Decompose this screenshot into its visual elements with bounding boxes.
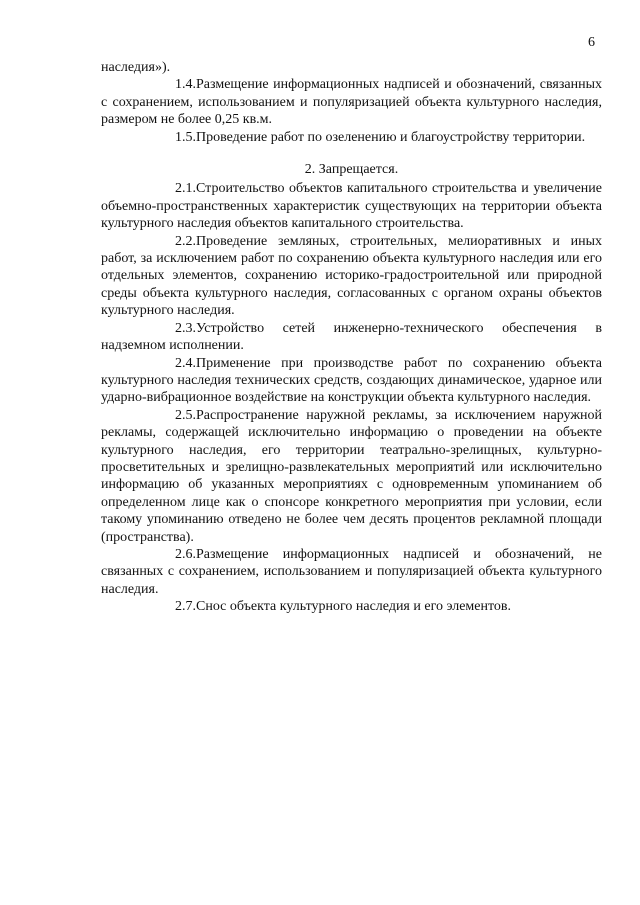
clause-number: 2.1. xyxy=(175,181,196,197)
section-heading: 2. Запрещается. xyxy=(304,162,399,178)
clause-text: Снос объекта культурного наследия и его элементов. xyxy=(196,599,512,615)
continuation-text: наследия»). xyxy=(101,60,171,75)
clause-text: Применение при производстве работ по сохранению объекта культурного наследия технических средств, создающих динамическое, ударное или ударно-вибрационное воздействие на конструкции объекта культурного наследия. xyxy=(101,355,602,406)
clause-number: 2.6. xyxy=(175,546,196,562)
clause-1-4 xyxy=(101,76,602,128)
clause-number: 2.2. xyxy=(175,233,196,249)
clause-2-4 xyxy=(101,355,602,407)
clause-text: Размещение информационных надписей и обозначений, связанных с сохранением, использованием и популяризацией объекта культурного наследия, размером не более 0,25 кв.м. xyxy=(101,77,602,128)
clause-2-1 xyxy=(101,180,602,232)
clause-text: Размещение информационных надписей и обозначений, не связанных с сохранением, использованием и популяризацией объекта культурного наследия. xyxy=(101,546,602,597)
clause-2-7 xyxy=(101,598,602,615)
clause-2-2 xyxy=(101,233,602,320)
clause-text: Распространение наружной рекламы, за исключением наружной рекламы, содержащей исключительно информацию о проведении на объекте культурного наследия, его территории театрально-зрелищных, культурно-просветительных и зрелищно-развлекательных мероприятий или исключительно информацию об указанных мероприятиях с одновременным упоминанием об определенном лице как о спонсоре конкретного мероприятия при условии, если такому упоминанию отведено не более чем десять процентов рекламной площади (пространства). xyxy=(101,407,602,545)
clause-text: Строительство объектов капитального строительства и увеличение объемно-пространственных характеристик существующих на территории объекта культурного наследия объектов капитального строительства. xyxy=(101,181,602,232)
clause-text: Проведение работ по озеленению и благоустройству территории. xyxy=(196,129,586,145)
clause-1-5 xyxy=(101,129,602,146)
clause-2-3 xyxy=(101,320,602,355)
clause-number: 2.4. xyxy=(175,355,196,371)
clause-2-6 xyxy=(101,546,602,598)
clause-number: 2.5. xyxy=(175,407,196,423)
page-number: 6 xyxy=(588,35,595,50)
clause-number: 2.7. xyxy=(175,599,196,615)
document-body xyxy=(101,59,602,616)
clause-number: 1.5. xyxy=(175,129,196,145)
clause-number: 2.3. xyxy=(175,320,196,336)
clause-number: 1.4. xyxy=(175,77,196,93)
clause-text: Устройство сетей инженерно-технического обеспечения в надземном исполнении. xyxy=(101,320,602,354)
clause-text: Проведение земляных, строительных, мелиоративных и иных работ, за исключением работ по сохранению объекта культурного наследия или его отдельных элементов, сохранению историко-градостроительной или природной среды объекта культурного наследия, согласованных с органом охраны объектов культурного наследия. xyxy=(101,233,602,319)
clause-2-5 xyxy=(101,407,602,546)
